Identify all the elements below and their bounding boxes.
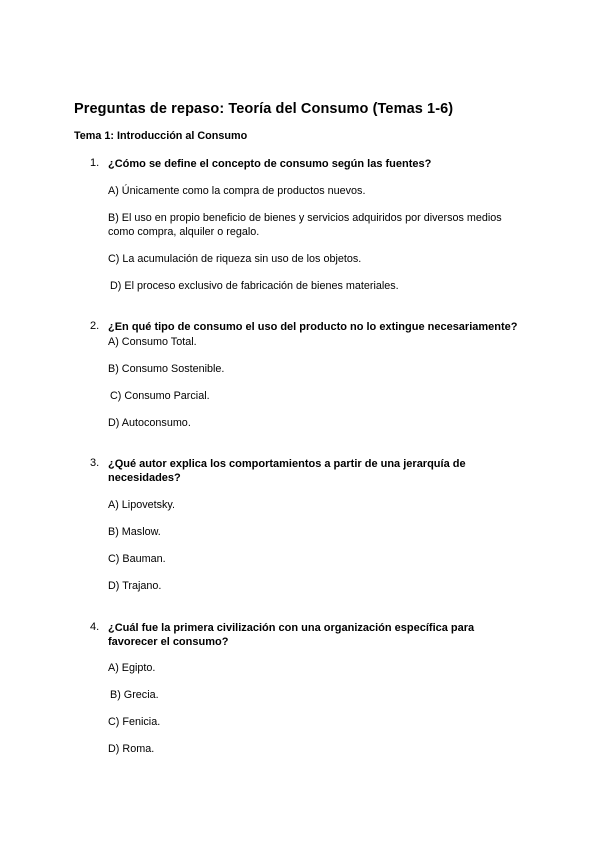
question-2-option-c: C) Consumo Parcial. [110,390,210,402]
question-2-option-a: A) Consumo Total. [108,336,197,348]
question-1-option-b: B) El uso en propio beneficio de bienes y servicios adquiridos por diversos medios como compra, alquiler o regalo. [108,212,502,238]
document-title: Preguntas de repaso: Teoría del Consumo (Temas 1-6) [74,101,454,117]
question-1-option-c: C) La acumulación de riqueza sin uso de los objetos. [108,253,362,265]
question-4-text: ¿Cuál fue la primera civilización con una organización específica para favorecer el consumo? [108,622,475,648]
question-3-option-a: A) Lipovetsky. [108,499,176,511]
question-1-text: ¿Cómo se define el concepto de consumo según las fuentes? [108,158,432,170]
question-3-option-d: D) Trajano. [108,580,162,592]
question-4-option-d: D) Roma. [108,743,155,755]
question-1-number: 1. [90,157,100,169]
question-2-text: ¿En qué tipo de consumo el uso del producto no lo extingue necesariamente? [108,321,518,333]
section-heading: Tema 1: Introducción al Consumo [74,130,248,142]
question-4-option-a: A) Egipto. [108,662,156,674]
question-2-number: 2. [90,320,100,332]
question-3-number: 3. [90,457,100,469]
question-4-option-c: C) Fenicia. [108,716,161,728]
question-3-option-c: C) Bauman. [108,553,166,565]
question-2-option-d: D) Autoconsumo. [108,417,191,429]
question-1-option-d: D) El proceso exclusivo de fabricación de bienes materiales. [110,280,399,292]
question-1-option-a: A) Únicamente como la compra de productos nuevos. [108,185,366,197]
question-4-option-b: B) Grecia. [110,689,159,701]
question-3-text: ¿Qué autor explica los comportamientos a partir de una jerarquía de necesidades? [108,458,466,484]
question-2-option-b: B) Consumo Sostenible. [108,363,225,375]
question-3-option-b: B) Maslow. [108,526,161,538]
question-4-number: 4. [90,621,100,633]
